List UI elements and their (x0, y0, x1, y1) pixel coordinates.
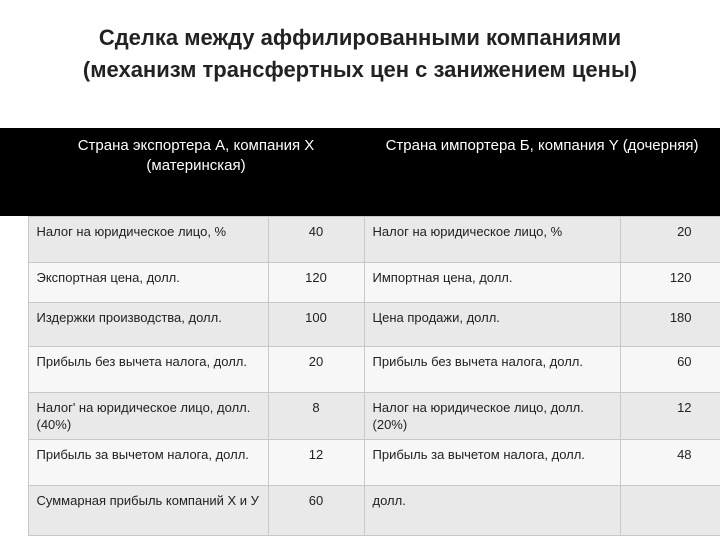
row-stub (0, 346, 28, 392)
table-row (0, 216, 720, 262)
transfer-price-table (0, 128, 720, 540)
importer-value: 20 (620, 216, 720, 262)
total-value: 60 (268, 485, 364, 535)
table-row (0, 392, 720, 439)
exporter-label: Издержки производства, долл. (28, 302, 268, 346)
importer-value: 60 (620, 346, 720, 392)
exporter-label: Прибыль без вычета налога, долл. (28, 346, 268, 392)
importer-label: Цена продажи, долл. (364, 302, 620, 346)
title-line-1: Сделка между аффилированными компаниями (98, 25, 622, 50)
importer-label: Налог на юридическое лицо, % (364, 216, 620, 262)
header-stub (0, 128, 28, 216)
exporter-value: 120 (268, 262, 364, 302)
exporter-value: 100 (268, 302, 364, 346)
table-row (0, 346, 720, 392)
exporter-value: 20 (268, 346, 364, 392)
importer-label: Импортная цена, долл. (364, 262, 620, 302)
total-empty (620, 485, 720, 535)
row-stub (0, 485, 28, 535)
row-stub (0, 439, 28, 485)
total-label: Суммарная прибыль компаний Х и У (28, 485, 268, 535)
exporter-label: Налог на юридическое лицо, % (28, 216, 268, 262)
importer-value: 180 (620, 302, 720, 346)
header-exporter: Страна экспортера А, компания Х (материнская) (28, 128, 364, 216)
exporter-label: Экспортная цена, долл. (28, 262, 268, 302)
table-row (0, 302, 720, 346)
table-row (0, 439, 720, 485)
importer-label: Прибыль без вычета налога, долл. (364, 346, 620, 392)
exporter-value: 40 (268, 216, 364, 262)
importer-value: 48 (620, 439, 720, 485)
importer-label: Прибыль за вычетом налога, долл. (364, 439, 620, 485)
importer-label: Налог на юридическое лицо, долл. (20%) (364, 392, 620, 439)
title-line-2: (механизм трансфертных цен с занижением цены) (82, 57, 638, 82)
table-row (0, 485, 720, 535)
row-stub (0, 392, 28, 439)
importer-value: 12 (620, 392, 720, 439)
table-row (0, 262, 720, 302)
row-stub (0, 302, 28, 346)
exporter-label: Налог' на юридическое лицо, долл. (40%) (28, 392, 268, 439)
exporter-value: 8 (268, 392, 364, 439)
total-unit: долл. (364, 485, 620, 535)
row-stub (0, 262, 28, 302)
exporter-label: Прибыль за вычетом налога, долл. (28, 439, 268, 485)
importer-value: 120 (620, 262, 720, 302)
page-title (0, 22, 720, 86)
header-importer: Страна импортера Б, компания Y (дочерняя) (364, 128, 720, 216)
exporter-value: 12 (268, 439, 364, 485)
table-header-row (0, 128, 720, 216)
row-stub (0, 216, 28, 262)
